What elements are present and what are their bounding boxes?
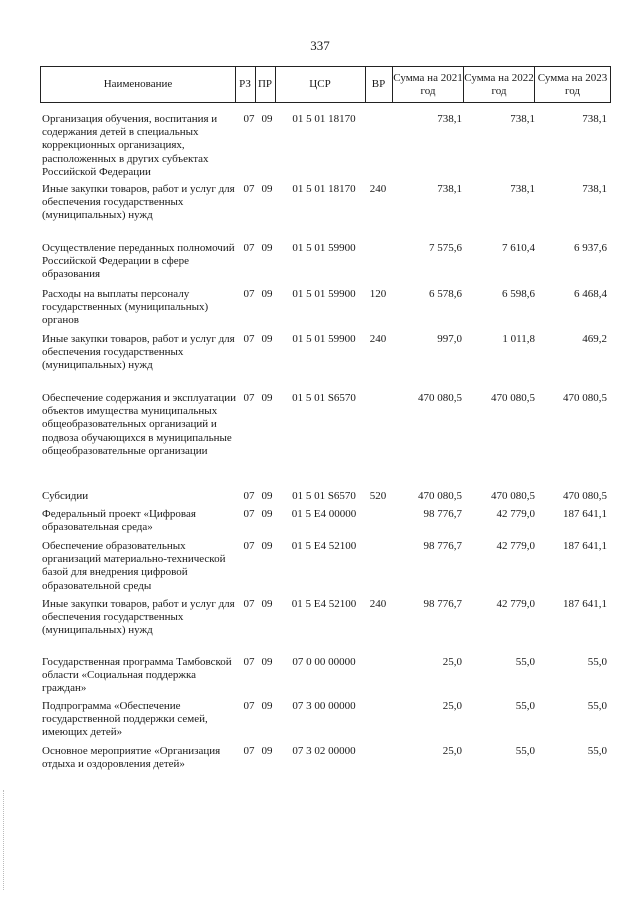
header-sum-2021: Сумма на 2021 год xyxy=(393,71,463,97)
row-sum-2022: 55,0 xyxy=(515,656,535,668)
header-csr: ЦСР xyxy=(309,78,331,90)
row-csr: 01 5 01 18170 xyxy=(292,113,356,125)
row-pr: 09 xyxy=(261,242,273,254)
row-pr: 09 xyxy=(261,540,273,552)
row-rz: 07 xyxy=(243,540,255,552)
row-rz: 07 xyxy=(243,288,255,300)
row-sum-2022: 55,0 xyxy=(515,745,535,757)
row-sum-2023: 738,1 xyxy=(582,113,607,125)
row-pr: 09 xyxy=(261,183,273,195)
row-name: Осуществление переданных полномочий Российской Федерации в сфере образования xyxy=(42,242,235,281)
row-name: Федеральный проект «Цифровая образовательная среда» xyxy=(42,508,196,534)
row-pr: 09 xyxy=(261,113,273,125)
row-sum-2022: 55,0 xyxy=(515,700,535,712)
row-name: Иные закупки товаров, работ и услуг для обеспечения государственных (муниципальных) нужд xyxy=(42,183,235,222)
row-name: Обеспечение содержания и эксплуатации объектов имущества муниципальных общеобразовательных организаций и подвоза обучающихся в муниципальные общеобразовательные организации xyxy=(42,392,236,457)
row-sum-2022: 470 080,5 xyxy=(491,490,535,502)
row-rz: 07 xyxy=(243,333,255,345)
row-vr: 240 xyxy=(369,598,387,610)
row-sum-2023: 6 937,6 xyxy=(574,242,607,254)
row-sum-2023: 469,2 xyxy=(582,333,607,345)
row-sum-2023: 55,0 xyxy=(587,656,607,668)
row-sum-2023: 738,1 xyxy=(582,183,607,195)
page-number: 337 xyxy=(310,38,330,53)
row-name: Субсидии xyxy=(42,490,89,502)
row-sum-2021: 738,1 xyxy=(437,113,462,125)
row-sum-2021: 470 080,5 xyxy=(418,392,462,404)
row-rz: 07 xyxy=(243,656,255,668)
row-rz: 07 xyxy=(243,490,255,502)
row-rz: 07 xyxy=(243,700,255,712)
row-sum-2022: 7 610,4 xyxy=(502,242,535,254)
row-pr: 09 xyxy=(261,700,273,712)
row-sum-2021: 98 776,7 xyxy=(423,598,462,610)
row-sum-2022: 738,1 xyxy=(510,113,535,125)
table-header xyxy=(40,66,611,103)
scan-margin-marks xyxy=(3,790,7,890)
row-sum-2021: 6 578,6 xyxy=(429,288,462,300)
row-sum-2022: 738,1 xyxy=(510,183,535,195)
row-csr: 07 0 00 00000 xyxy=(292,656,356,668)
row-csr: 01 5 01 59900 xyxy=(292,333,356,345)
row-rz: 07 xyxy=(243,392,255,404)
row-rz: 07 xyxy=(243,242,255,254)
row-sum-2022: 6 598,6 xyxy=(502,288,535,300)
row-sum-2023: 6 468,4 xyxy=(574,288,607,300)
row-name: Иные закупки товаров, работ и услуг для обеспечения государственных (муниципальных) нужд xyxy=(42,598,235,637)
header-pr: ПР xyxy=(257,78,273,90)
row-sum-2023: 187 641,1 xyxy=(563,598,607,610)
row-csr: 01 5 01 59900 xyxy=(292,288,356,300)
row-vr: 240 xyxy=(369,183,387,195)
row-name: Обеспечение образовательных организаций материально-технической базой для внедрения цифровой образовательной среды xyxy=(42,540,226,592)
row-name: Государственная программа Тамбовской области «Социальная поддержка граждан» xyxy=(42,656,232,695)
row-name: Расходы на выплаты персоналу государственных (муниципальных) органов xyxy=(42,288,209,327)
row-sum-2021: 98 776,7 xyxy=(423,540,462,552)
row-rz: 07 xyxy=(243,508,255,520)
row-csr: 01 5 E4 52100 xyxy=(291,540,357,552)
row-vr: 240 xyxy=(369,333,387,345)
row-name: Подпрограмма «Обеспечение государственной поддержки семей, имеющих детей» xyxy=(42,700,208,739)
row-csr: 01 5 01 S6570 xyxy=(292,490,356,502)
row-pr: 09 xyxy=(261,745,273,757)
row-rz: 07 xyxy=(243,183,255,195)
header-rz: РЗ xyxy=(239,78,251,90)
row-pr: 09 xyxy=(261,656,273,668)
row-sum-2023: 187 641,1 xyxy=(563,540,607,552)
row-vr: 120 xyxy=(369,288,387,300)
row-sum-2021: 98 776,7 xyxy=(423,508,462,520)
row-sum-2021: 7 575,6 xyxy=(429,242,462,254)
row-sum-2021: 470 080,5 xyxy=(418,490,462,502)
row-csr: 01 5 E4 00000 xyxy=(291,508,357,520)
row-sum-2023: 470 080,5 xyxy=(563,490,607,502)
row-sum-2021: 25,0 xyxy=(442,745,462,757)
row-pr: 09 xyxy=(261,490,273,502)
row-sum-2023: 55,0 xyxy=(587,745,607,757)
row-pr: 09 xyxy=(261,288,273,300)
row-pr: 09 xyxy=(261,392,273,404)
row-sum-2021: 25,0 xyxy=(442,700,462,712)
header-sum-2023: Сумма на 2023 год xyxy=(537,71,608,97)
row-name: Основное мероприятие «Организация отдыха и оздоровления детей» xyxy=(42,745,221,771)
row-pr: 09 xyxy=(261,333,273,345)
row-vr: 520 xyxy=(369,490,387,502)
row-rz: 07 xyxy=(243,113,255,125)
row-csr: 01 5 01 59900 xyxy=(292,242,356,254)
row-csr: 01 5 01 S6570 xyxy=(292,392,356,404)
header-vr: ВР xyxy=(371,78,386,90)
row-pr: 09 xyxy=(261,598,273,610)
row-sum-2022: 1 011,8 xyxy=(502,333,535,345)
row-rz: 07 xyxy=(243,745,255,757)
row-sum-2023: 470 080,5 xyxy=(563,392,607,404)
row-sum-2022: 42 779,0 xyxy=(496,598,535,610)
row-sum-2022: 470 080,5 xyxy=(491,392,535,404)
header-sum-2022: Сумма на 2022 год xyxy=(464,71,534,97)
row-csr: 07 3 00 00000 xyxy=(292,700,356,712)
row-name: Организация обучения, воспитания и содержания детей в специальных коррекционных организациях, расположенных в других субъектах Российской Федерации xyxy=(42,113,218,178)
row-sum-2023: 55,0 xyxy=(587,700,607,712)
row-pr: 09 xyxy=(261,508,273,520)
row-sum-2021: 25,0 xyxy=(442,656,462,668)
row-sum-2021: 738,1 xyxy=(437,183,462,195)
row-csr: 01 5 01 18170 xyxy=(292,183,356,195)
row-rz: 07 xyxy=(243,598,255,610)
row-sum-2022: 42 779,0 xyxy=(496,540,535,552)
row-name: Иные закупки товаров, работ и услуг для обеспечения государственных (муниципальных) нужд xyxy=(42,333,235,372)
row-sum-2022: 42 779,0 xyxy=(496,508,535,520)
row-sum-2023: 187 641,1 xyxy=(563,508,607,520)
row-csr: 01 5 E4 52100 xyxy=(291,598,357,610)
row-sum-2021: 997,0 xyxy=(437,333,462,345)
row-csr: 07 3 02 00000 xyxy=(292,745,356,757)
header-name: Наименование xyxy=(103,78,173,90)
